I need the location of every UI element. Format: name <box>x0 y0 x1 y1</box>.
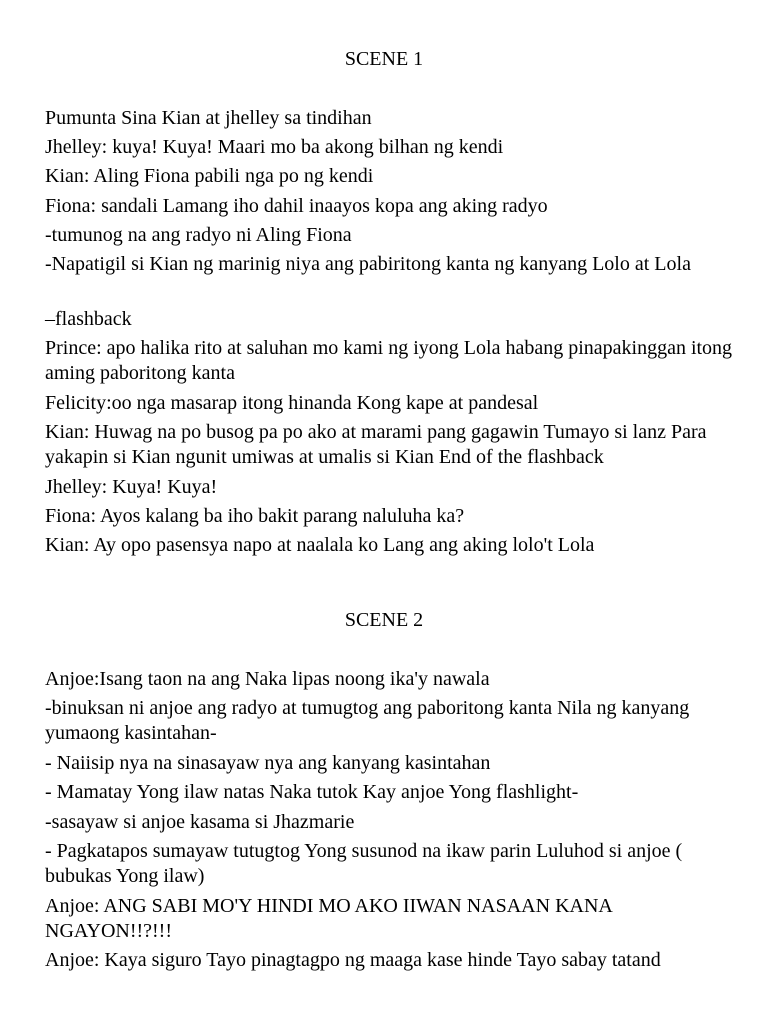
script-line: Fiona: sandali Lamang iho dahil inaayos kopa ang aking radyo <box>45 195 548 217</box>
script-line: Felicity:oo nga masarap itong hinanda Kong kape at pandesal <box>45 392 539 414</box>
script-line: -tumunog na ang radyo ni Aling Fiona <box>45 224 352 246</box>
script-line: Jhelley: kuya! Kuya! Maari mo ba akong bilhan ng kendi <box>45 136 504 158</box>
script-line: –flashback <box>45 308 132 330</box>
script-line: Anjoe: ANG SABI MO'Y HINDI MO AKO IIWAN NASAAN KANA NGAYON!!?!!! <box>45 895 612 942</box>
script-line: Jhelley: Kuya! Kuya! <box>45 476 218 498</box>
script-line: Prince: apo halika rito at saluhan mo kami ng iyong Lola habang pinapakinggan itong aming paboritong kanta <box>45 337 733 384</box>
script-line: - Mamatay Yong ilaw natas Naka tutok Kay anjoe Yong flashlight- <box>45 781 579 803</box>
script-line: Pumunta Sina Kian at jhelley sa tindihan <box>45 107 372 129</box>
script-line: Kian: Huwag na po busog pa po ako at marami pang gagawin Tumayo si lanz Para yakapin si Kian ngunit umiwas at umalis si Kian End of the flashback <box>45 421 707 468</box>
script-line: - Pagkatapos sumayaw tutugtog Yong susunod na ikaw parin Luluhod si anjoe ( bubukas Yong ilaw) <box>45 840 683 887</box>
script-line: -sasayaw si anjoe kasama si Jhazmarie <box>45 811 355 833</box>
script-line: - Naiisip nya na sinasayaw nya ang kanyang kasintahan <box>45 752 491 774</box>
scene-1-heading: SCENE 1 <box>344 48 424 70</box>
scene-2-heading: SCENE 2 <box>344 609 424 631</box>
script-line: -Napatigil si Kian ng marinig niya ang pabiritong kanta ng kanyang Lolo at Lola <box>45 253 691 275</box>
script-line: Anjoe:Isang taon na ang Naka lipas noong ika'y nawala <box>45 668 490 690</box>
script-line: Anjoe: Kaya siguro Tayo pinagtagpo ng maaga kase hinde Tayo sabay tatand <box>45 949 661 971</box>
script-line: Kian: Aling Fiona pabili nga po ng kendi <box>45 165 374 187</box>
script-line: Fiona: Ayos kalang ba iho bakit parang naluluha ka? <box>45 505 465 527</box>
script-line: -binuksan ni anjoe ang radyo at tumugtog ang paboritong kanta Nila ng kanyang yumaong kasintahan- <box>45 697 690 744</box>
script-line: Kian: Ay opo pasensya napo at naalala ko Lang ang aking lolo't Lola <box>45 534 595 556</box>
